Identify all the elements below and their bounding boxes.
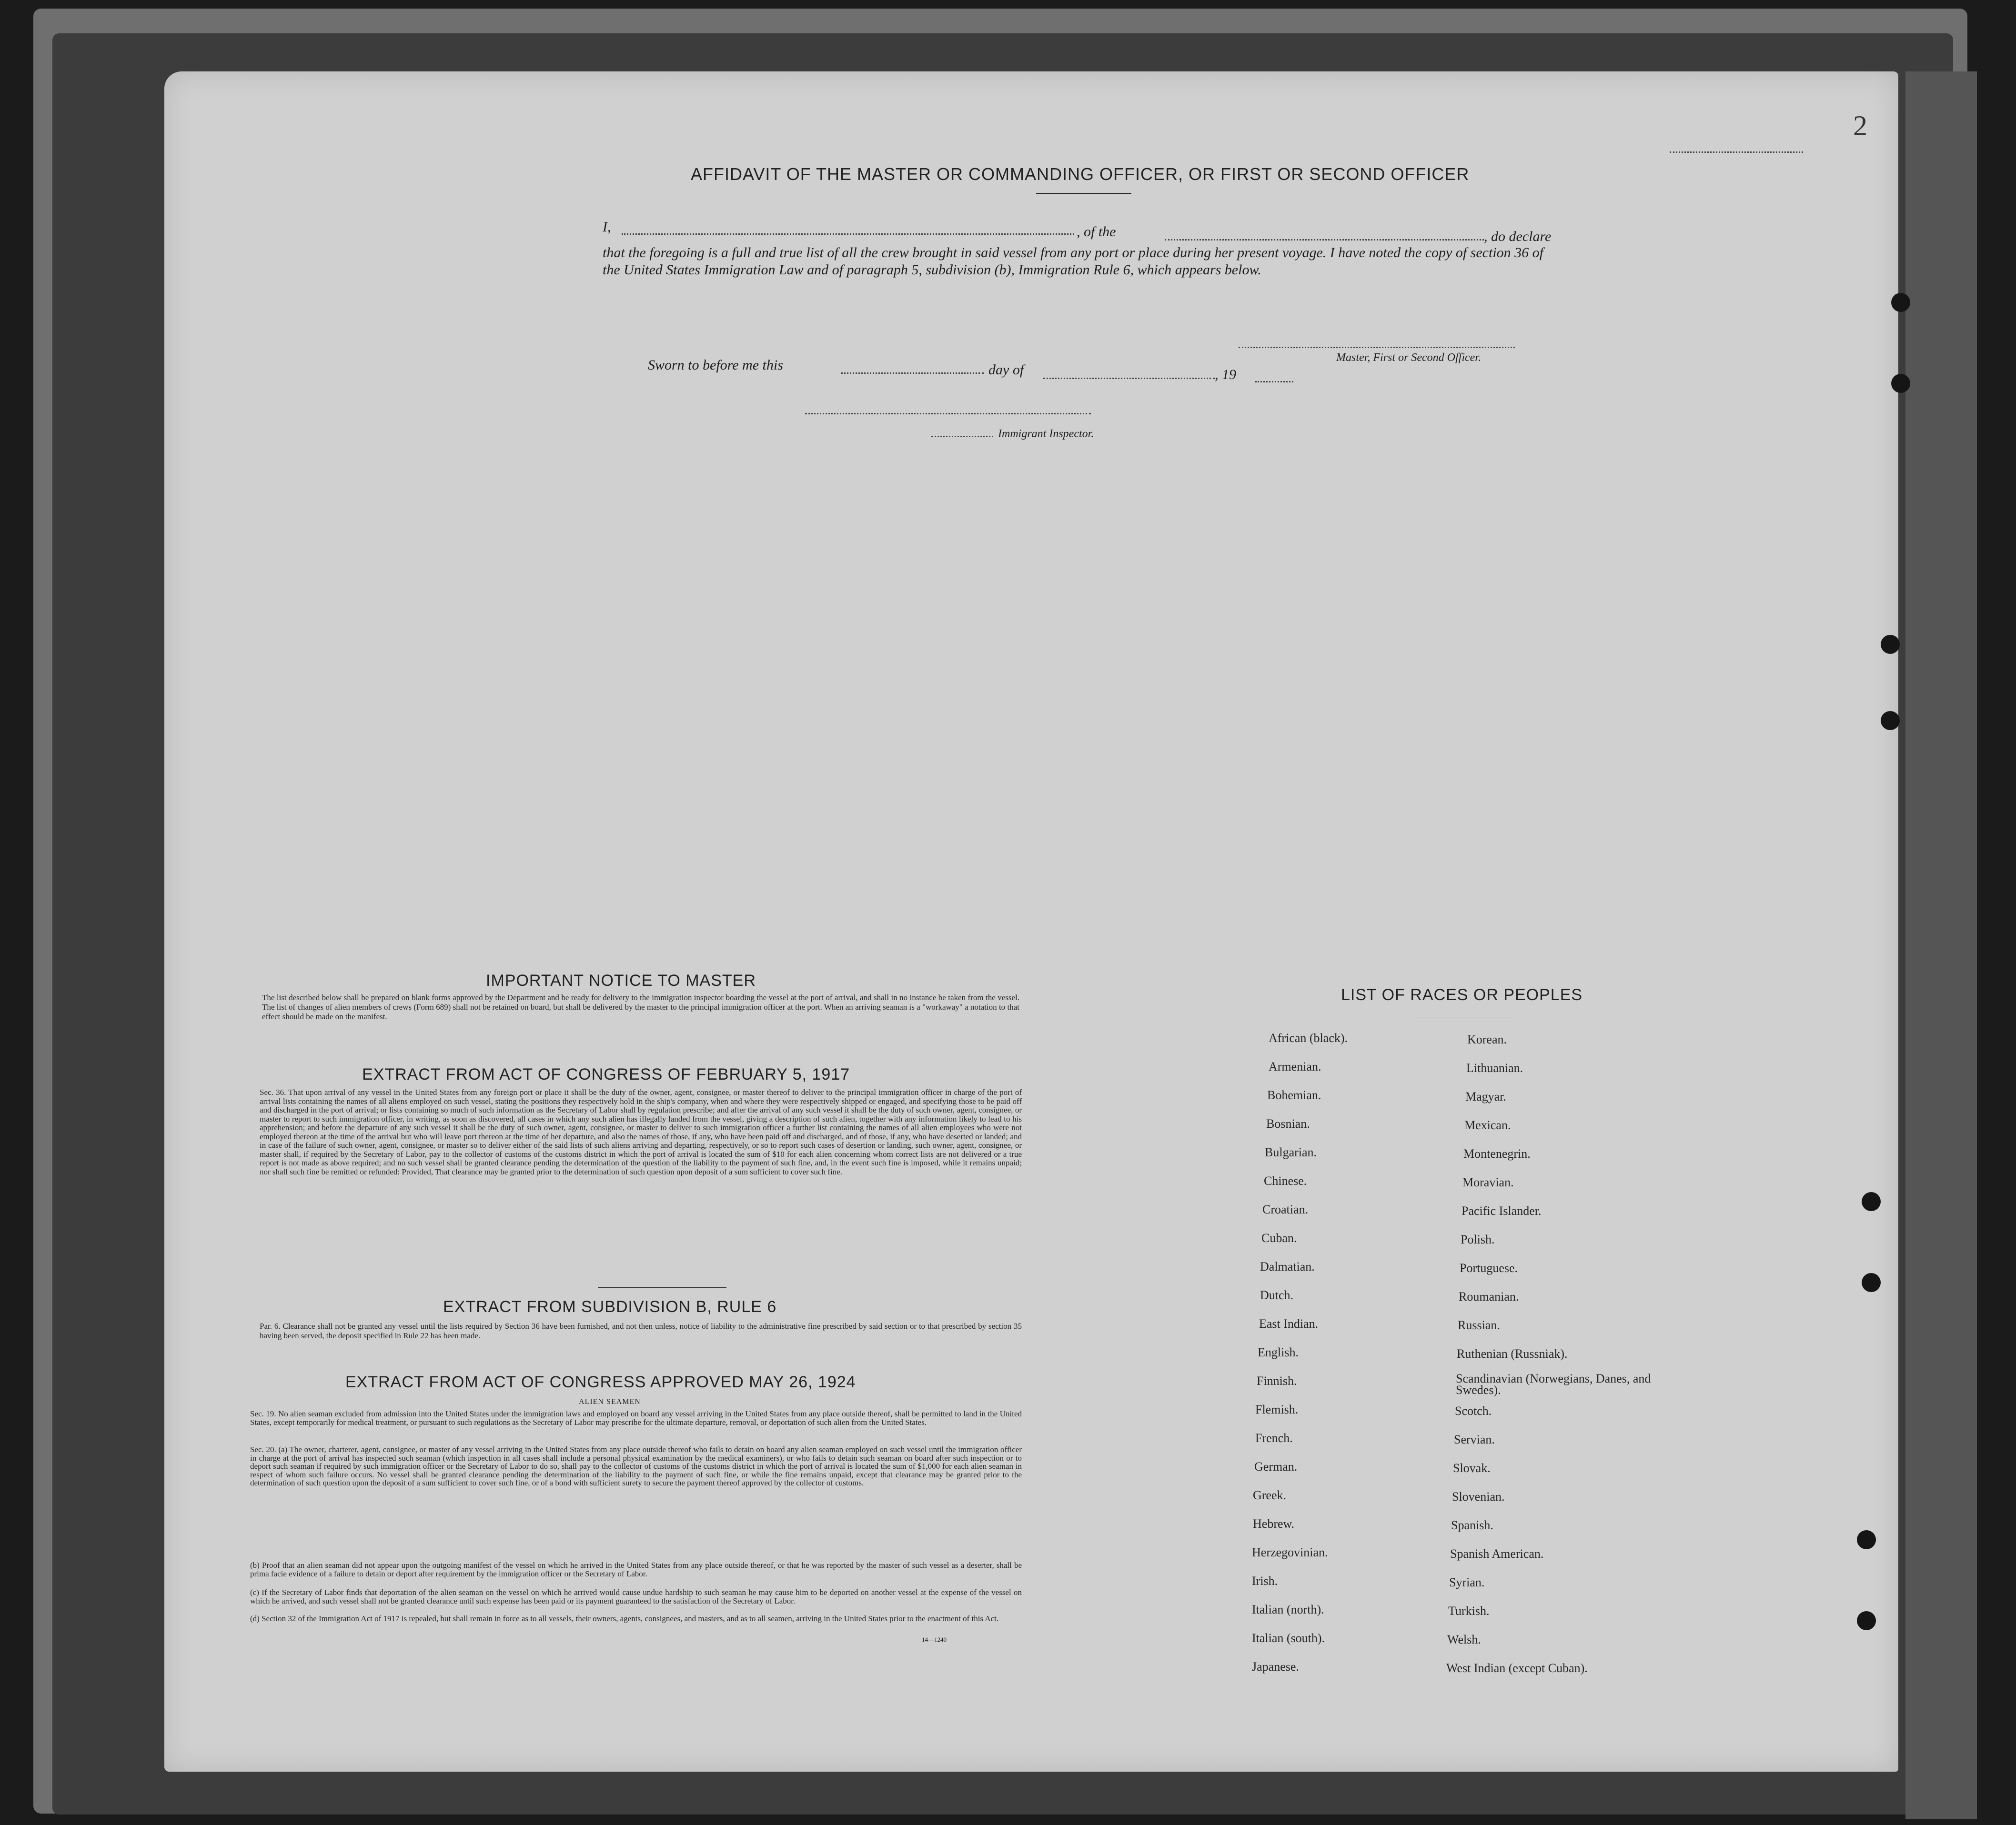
race-col2-item: Russian. [1458, 1318, 1500, 1332]
race-col2-item: Turkish. [1448, 1604, 1490, 1618]
punch-hole [1857, 1611, 1876, 1630]
subdivision-text: Par. 6. Clearance shall not be granted any vessel until the lists required by Section 36 have been furnished, and not then unless, notice of liability to the administrative fine prescribed by said section or to that prescribed by section 35 having been served, the deposit specified in Rule 22 has been made. [260, 1322, 1022, 1340]
punch-hole [1862, 1192, 1881, 1211]
name-line [622, 233, 1074, 235]
background-sheet-edge [1905, 71, 1977, 1819]
race-col2-item: Welsh. [1447, 1633, 1481, 1646]
inspector-prefix-line [931, 436, 993, 437]
affidavit-i-label: I, [603, 219, 611, 235]
race-col1-item: Japanese. [1252, 1660, 1299, 1674]
corner-dots [1670, 151, 1803, 153]
race-col2-item: Magyar. [1465, 1090, 1506, 1103]
year-label: , 19 [1215, 367, 1236, 382]
race-col2-item: Spanish American. [1450, 1547, 1544, 1561]
form-number: 14—1240 [922, 1636, 947, 1643]
document-page [164, 71, 1898, 1772]
extract-1924-sec20b: (b) Proof that an alien seaman did not appear upon the outgoing manifest of the vessel on which he arrived in the United States from any place outside thereof, or that he was reported by the master of such vessel as a deserter, shall be prima facie evidence of a failure to detain or deport after requirement by the immigration officer or the Secretary of Labor. [250, 1561, 1022, 1578]
race-col1-item: Flemish. [1255, 1403, 1299, 1416]
race-col1-item: Chinese. [1264, 1174, 1307, 1188]
race-col1-item: Italian (north). [1252, 1603, 1324, 1616]
punch-hole [1862, 1273, 1881, 1292]
affidavit-title: AFFIDAVIT OF THE MASTER OR COMMANDING OFFICER, OR FIRST OR SECOND OFFICER [691, 164, 1470, 184]
race-col2-item: Korean. [1467, 1033, 1507, 1046]
punch-hole [1891, 293, 1910, 312]
section-rule [598, 1287, 726, 1288]
extract-1924-sec20a: Sec. 20. (a) The owner, charterer, agent, consignee, or master of any vessel arriving in the United States from any place outside thereof who fails to detain on board any alien seaman employed on such vessel until the immigration officer in charge at the port of arrival has inspected such seaman (which inspection in all cases shall include a personal physical examination by the medical examiners), or who fails to detain such seaman on board after such inspection or to deport such seaman if required by such immigration officer or the Secretary of Labor to do so, shall pay to the collector of customs of the customs district in which the port of arrival is located the sum of $1,000 for each alien seaman in respect of whom such failure occurs. No vessel shall be granted clearance pending the determination of the liability to the payment of such fine, or while the fine remains unpaid, except that clearance may be granted prior to the determination of such question upon the deposit of a sum sufficient to cover such fine, or of a bond with sufficient surety to secure the payment thereof approved by the collector of customs. [250, 1445, 1022, 1487]
title-rule [1036, 193, 1131, 194]
extract-1924-sec20d: (d) Section 32 of the Immigration Act of 1917 is repealed, but shall remain in force as to all vessels, their owners, agents, consignees, and masters, and as to all seamen, arriving in the United States prior to the enactment of this Act. [250, 1614, 999, 1623]
race-col2-item: Slovenian. [1452, 1490, 1505, 1504]
race-col1-item: Hebrew. [1253, 1517, 1295, 1531]
race-col1-item: Dutch. [1260, 1288, 1294, 1302]
race-col2-item: Lithuanian. [1466, 1061, 1523, 1075]
inspector-signature-line [805, 413, 1091, 414]
extract-1924-sec20c: (c) If the Secretary of Labor finds that deportation of the alien seaman on the vessel on which he arrived would cause undue hardship to such seaman he may cause him to be deported on another vessel at the expense of the vessel on which he arrived, and such vessel shall not be granted clearance until such expense has been paid or its payment guaranteed to the satisfaction of the Secretary of Labor. [250, 1588, 1022, 1605]
race-col1-item: Cuban. [1261, 1231, 1297, 1245]
extract-1917-text: Sec. 36. That upon arrival of any vessel in the United States from any foreign port or place it shall be the duty of the owner, agent, consignee, or master thereof to deliver to the principal immigration officer in charge of the port of arrival lists containing the names of all aliens employed on such vessel, stating the positions they respectively hold in the ship's company, when and where they were respectively shipped or engaged, and specifying those to be paid off and discharged in the port of arrival; or lists containing so much of such information as the Secretary of Labor shall by regulation prescribe; and after the arrival of any such vessel it shall be the duty of such owner, agent, consignee, or master to report to such immigration officer, in writing, as soon as discovered, all cases in which any such alien has illegally landed from the vessel, giving a description of such alien, together with any information likely to lead to his apprehension; and before the departure of any such vessel it shall be the duty of such owner, agent, consignee, or master to deliver to such immigration officer a further list containing the names of all alien employees who were not employed thereon at the time of the arrival but who will leave port thereon at the time of her departure, and also the names of those, if any, who have been paid off and discharged, and of those, if any, who have deserted or landed; and in case of the failure of such owner, agent, consignee, or master so to deliver either of the said lists of such aliens arriving and departing, respectively, or so to report such cases of desertion or landing, such owner, agent, consignee, or master shall, if required by the Secretary of Labor, pay to the collector of customs of the customs district in which the port of arrival is located the sum of $10 for each alien concerning whom correct lists are not delivered or a true report is not made as above required; and no such vessel shall be granted clearance pending the determination of the question of the liability to the payment of such fine, and, in the event such fine is imposed, while it remains unpaid; nor shall such fine be remitted or refunded: Provided, That clearance may be granted prior to the determination of such question upon deposit of a sum sufficient to cover such fine. [260, 1088, 1022, 1176]
race-col2-item: Servian. [1454, 1433, 1495, 1446]
punch-hole [1857, 1530, 1876, 1549]
race-col2-item: Polish. [1461, 1233, 1495, 1246]
alien-seamen-subtitle: ALIEN SEAMEN [579, 1398, 641, 1406]
race-col2-item: Ruthenian (Russniak). [1457, 1347, 1568, 1361]
race-col1-item: Irish. [1252, 1574, 1278, 1588]
race-col1-item: Croatian. [1262, 1203, 1309, 1216]
race-col2-item: Scotch. [1455, 1404, 1492, 1418]
notice-title: IMPORTANT NOTICE TO MASTER [486, 972, 756, 990]
race-col2-item: West Indian (except Cuban). [1446, 1661, 1588, 1675]
corner-mark: 2 [1853, 110, 1867, 141]
race-col1-item: German. [1254, 1460, 1298, 1474]
affidavit-body: that the foregoing is a full and true list of all the crew brought in said vessel from any port or place during her present voyage. I have noted the copy of section 36 of the United States Immigration Law and of paragraph 5, subdivision (b), Immigration Rule 6, which appears below. [603, 245, 1543, 278]
race-col2-item: Scandinavian (Norwegians, Danes, and Swedes). [1456, 1372, 1651, 1397]
sworn-month-line [1043, 378, 1215, 379]
race-col1-item: Bohemian. [1267, 1088, 1321, 1102]
race-col2-item: Pacific Islander. [1462, 1204, 1542, 1218]
punch-hole [1881, 635, 1900, 654]
race-col2-item: Roumanian. [1459, 1290, 1519, 1304]
extract-1917-title: EXTRACT FROM ACT OF CONGRESS OF FEBRUARY 5, 1917 [362, 1065, 850, 1083]
subdivision-title: EXTRACT FROM SUBDIVISION B, RULE 6 [443, 1298, 777, 1316]
race-col1-item: East Indian. [1259, 1317, 1319, 1331]
day-of-label: day of [988, 362, 1024, 378]
inspector-signature-label: Immigrant Inspector. [998, 428, 1094, 440]
punch-hole [1881, 711, 1900, 730]
race-col1-item: French. [1255, 1431, 1293, 1445]
master-signature-line [1239, 347, 1515, 348]
race-col1-item: Italian (south). [1252, 1631, 1325, 1645]
punch-hole [1891, 374, 1910, 393]
race-col1-item: Bosnian. [1266, 1117, 1310, 1131]
sworn-label: Sworn to before me this [648, 357, 783, 373]
race-col2-item: Portuguese. [1460, 1261, 1518, 1275]
race-col2-item: Moravian. [1462, 1175, 1514, 1189]
race-col1-item: Bulgarian. [1265, 1145, 1317, 1159]
race-col1-item: Finnish. [1257, 1374, 1297, 1388]
race-col2-item: Montenegrin. [1463, 1147, 1531, 1161]
notice-text: The list described below shall be prepared on blank forms approved by the Department and be ready for delivery to the immigration inspector boarding the vessel at the port of arrival, and shall in no instance be taken from the vessel. The list of changes of alien members of crews (Form 689) shall not be retained on board, but shall be delivered by the master to the principal immigration officer at the port. When an arriving seaman is a "workaway" a notation to that effect should be made on the manifest. [262, 993, 1019, 1021]
extract-1924-sec19: Sec. 19. No alien seaman excluded from admission into the United States under the immigration laws and employed on board any vessel arriving in the United States from any place outside thereof, shall be permitted to land in the United States, except temporarily for medical treatment, or pursuant to such regulations as the Secretary of Labor may prescribe for the ultimate departure, removal, or deportation of such alien from the United States. [250, 1409, 1022, 1427]
race-col1-item: Herzegovinian. [1252, 1545, 1328, 1559]
race-col1-item: Dalmatian. [1260, 1260, 1315, 1273]
race-col2-item: Mexican. [1464, 1118, 1511, 1132]
year-line [1255, 381, 1293, 382]
sworn-day-line [841, 372, 984, 374]
of-the-label: , of the [1077, 224, 1116, 240]
race-col2-item: Slovak. [1453, 1461, 1491, 1475]
extract-1924-title: EXTRACT FROM ACT OF CONGRESS APPROVED MAY 26, 1924 [345, 1373, 856, 1391]
race-col2-item: Spanish. [1451, 1518, 1493, 1532]
race-col1-item: African (black). [1269, 1031, 1348, 1045]
race-col1-item: Greek. [1253, 1488, 1287, 1502]
do-declare-label: , do declare [1484, 229, 1552, 244]
race-col1-item: Armenian. [1269, 1060, 1321, 1073]
races-title: LIST OF RACES OR PEOPLES [1341, 986, 1583, 1004]
race-col1-item: English. [1258, 1345, 1299, 1359]
race-col2-item: Syrian. [1449, 1575, 1485, 1589]
master-signature-label: Master, First or Second Officer. [1336, 351, 1481, 364]
